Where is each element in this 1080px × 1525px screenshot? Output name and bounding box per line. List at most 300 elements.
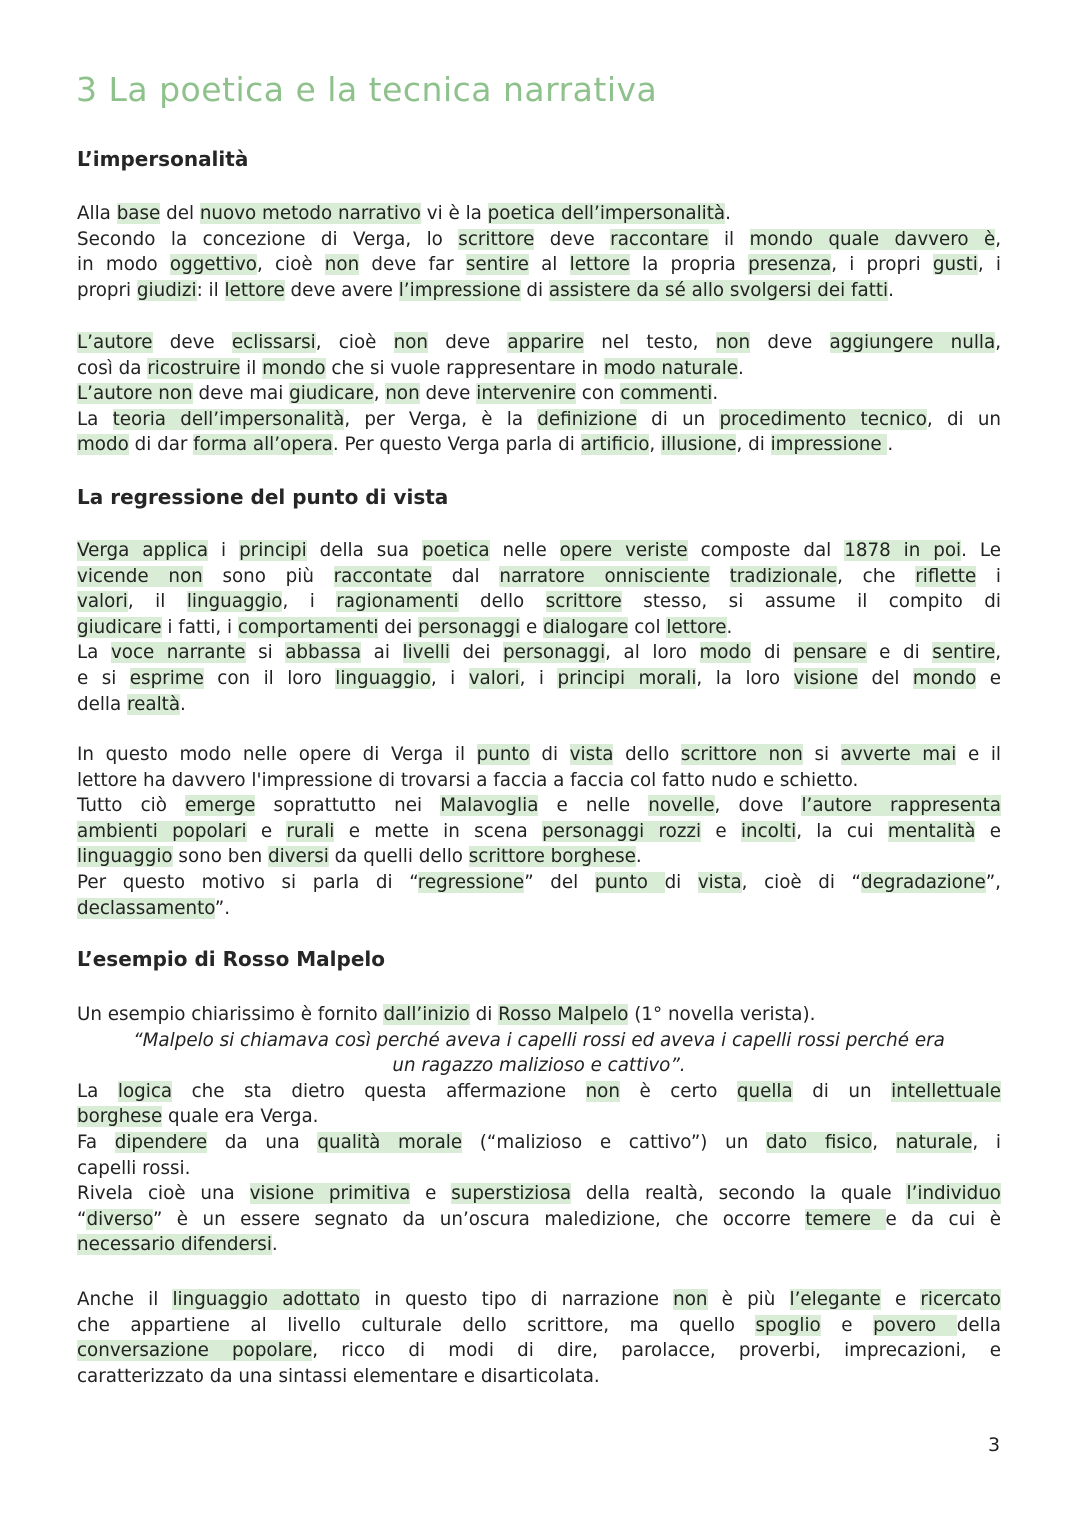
highlighted-text: scrittore bbox=[545, 591, 622, 613]
text-line bbox=[77, 1181, 1001, 1207]
highlighted-text: non bbox=[585, 1080, 620, 1102]
text: “Malpelo si chiamava così perché aveva i capelli rossi ed aveva i capelli rossi perché era bbox=[133, 1029, 945, 1051]
text: nelle bbox=[489, 540, 560, 561]
highlighted-text: scrittore bbox=[458, 228, 535, 250]
text: . bbox=[738, 357, 744, 379]
highlighted-text: diversi bbox=[267, 846, 329, 868]
text: così da bbox=[77, 357, 148, 379]
highlighted-text: giudicare bbox=[77, 616, 162, 638]
highlighted-text: apparire bbox=[507, 332, 584, 353]
highlighted-text: teoria dell’impersonalità bbox=[112, 408, 345, 430]
text: , bbox=[995, 332, 1002, 353]
text: , ricco di modi di dire, parolacce, proverbi, imprecazioni, e bbox=[312, 1340, 1001, 1362]
highlighted-text: l’impressione bbox=[398, 279, 521, 301]
highlighted-text: realtà bbox=[127, 693, 181, 715]
text-line bbox=[77, 844, 1001, 870]
text: La bbox=[77, 1080, 118, 1102]
highlighted-text: dall’inizio bbox=[383, 1004, 470, 1025]
text-line bbox=[77, 252, 1001, 278]
text: si bbox=[802, 744, 841, 765]
highlighted-text: sentire bbox=[932, 642, 996, 664]
highlighted-text: Malavoglia bbox=[440, 795, 539, 817]
highlighted-text: procedimento tecnico bbox=[719, 408, 927, 430]
text: , i bbox=[972, 1131, 1001, 1153]
highlighted-text: superstiziosa bbox=[451, 1183, 572, 1205]
highlighted-text: linguaggio bbox=[77, 846, 173, 868]
text-line bbox=[77, 615, 1001, 641]
text: Rivela cioè una bbox=[77, 1183, 250, 1205]
text: ” del bbox=[524, 871, 595, 893]
text: e bbox=[880, 1289, 921, 1310]
text: di dar bbox=[128, 434, 194, 456]
text-line bbox=[77, 1313, 1001, 1339]
text-line bbox=[77, 1104, 1001, 1130]
highlighted-text: personaggi bbox=[418, 616, 521, 638]
text-line bbox=[77, 1287, 1001, 1313]
highlighted-text: voce narrante bbox=[110, 642, 246, 664]
text: il bbox=[708, 228, 750, 250]
highlighted-text: scrittore borghese bbox=[468, 846, 636, 868]
text-line bbox=[77, 666, 1001, 692]
highlighted-text: pensare bbox=[793, 642, 867, 664]
section-heading-regressione: La regressione del punto di vista bbox=[77, 485, 449, 509]
highlighted-text: Rosso Malpelo bbox=[498, 1004, 629, 1025]
text: un ragazzo malizioso e cattivo”. bbox=[392, 1055, 686, 1077]
text: dei bbox=[378, 616, 419, 638]
highlighted-text: dialogare bbox=[543, 616, 629, 638]
text: deve bbox=[419, 383, 477, 405]
text: di un bbox=[792, 1080, 892, 1102]
paragraph bbox=[77, 538, 1001, 717]
text: , cioè bbox=[315, 332, 394, 353]
text: e bbox=[975, 820, 1002, 842]
highlighted-text: non bbox=[393, 332, 428, 353]
highlighted-text: giudicare bbox=[289, 383, 374, 405]
text: Anche il bbox=[77, 1289, 173, 1310]
highlighted-text: linguaggio adottato bbox=[172, 1289, 361, 1310]
text: con bbox=[575, 383, 621, 405]
paragraph bbox=[77, 330, 1001, 458]
highlighted-text: diverso bbox=[86, 1208, 153, 1230]
text: . bbox=[887, 434, 894, 456]
text: , cioè bbox=[256, 254, 325, 276]
highlighted-text: oggettivo bbox=[169, 254, 257, 276]
highlighted-text: gusti bbox=[932, 254, 978, 276]
highlighted-text: necessario difendersi bbox=[77, 1234, 272, 1256]
highlighted-text: aggiungere nulla bbox=[829, 332, 996, 353]
text-line bbox=[77, 896, 1001, 922]
text: capelli rossi. bbox=[77, 1157, 191, 1179]
text: ai bbox=[361, 642, 403, 664]
highlighted-text: base bbox=[116, 203, 161, 224]
text: , bbox=[373, 383, 386, 405]
text: è più bbox=[707, 1289, 790, 1310]
text: e il bbox=[956, 744, 1001, 765]
text: Fa bbox=[77, 1131, 115, 1153]
text: i bbox=[976, 565, 1002, 587]
text: caratterizzato da una sintassi elementare e disarticolata. bbox=[77, 1365, 600, 1387]
highlighted-text: lettore bbox=[569, 254, 630, 276]
text: e di bbox=[866, 642, 933, 664]
text: , la loro bbox=[696, 667, 794, 689]
text-line bbox=[77, 1156, 1001, 1182]
highlighted-text: ricostruire bbox=[147, 357, 241, 379]
highlighted-text: personaggi bbox=[503, 642, 606, 664]
text: , i bbox=[519, 667, 558, 689]
paragraph bbox=[77, 201, 1001, 303]
text-line bbox=[77, 819, 1001, 845]
highlighted-text: punto bbox=[594, 871, 665, 893]
text: , i bbox=[430, 667, 469, 689]
page-title: 3 La poetica e la tecnica narrativa bbox=[76, 70, 658, 109]
highlighted-text: commenti bbox=[620, 383, 713, 405]
highlighted-text: modo bbox=[77, 434, 129, 456]
highlighted-text: mondo bbox=[262, 357, 326, 379]
text: , il bbox=[127, 591, 187, 613]
highlighted-text: presenza bbox=[748, 254, 832, 276]
text: della bbox=[77, 693, 128, 715]
text: . bbox=[888, 279, 894, 301]
highlighted-text: impressione bbox=[770, 434, 888, 456]
highlighted-text: degradazione bbox=[861, 871, 986, 893]
highlighted-text: avverte mai bbox=[840, 744, 957, 765]
text: sono ben bbox=[172, 846, 268, 868]
text: deve far bbox=[359, 254, 466, 276]
highlighted-text: novelle bbox=[648, 795, 715, 817]
text: della bbox=[956, 1314, 1001, 1336]
highlighted-text: linguaggio bbox=[186, 591, 283, 613]
text: La bbox=[77, 642, 111, 664]
highlighted-text: forma all’opera bbox=[193, 434, 333, 456]
text-line bbox=[77, 640, 1001, 666]
text-line bbox=[77, 278, 1001, 304]
text: , cioè di “ bbox=[741, 871, 862, 893]
highlighted-text: eclissarsi bbox=[231, 332, 316, 353]
highlighted-text: vicende non bbox=[77, 565, 203, 587]
highlighted-text: l’individuo bbox=[906, 1183, 1001, 1205]
text: che si vuole rappresentare in bbox=[325, 357, 604, 379]
highlighted-text: vista bbox=[569, 744, 614, 765]
highlighted-text: riflette bbox=[915, 565, 977, 587]
highlighted-text: personaggi rozzi bbox=[542, 820, 702, 842]
text: in modo bbox=[77, 254, 170, 276]
text: i fatti, i bbox=[161, 616, 238, 638]
paragraph bbox=[77, 1287, 1001, 1389]
text: in questo tipo di narrazione bbox=[360, 1289, 674, 1310]
highlighted-text: illusione bbox=[661, 434, 737, 456]
text: . bbox=[726, 616, 733, 638]
text: che appartiene al livello culturale dello scrittore, ma quello bbox=[77, 1314, 756, 1336]
text: dal bbox=[432, 565, 500, 587]
text: lettore ha davvero l'impressione di trovarsi a faccia a faccia col fatto nudo e schietto. bbox=[77, 769, 859, 791]
quote-line bbox=[77, 1028, 1001, 1054]
text: sono più bbox=[202, 565, 334, 587]
paragraph bbox=[77, 1002, 1001, 1258]
highlighted-text: modo bbox=[699, 642, 752, 664]
text-line bbox=[77, 432, 1001, 458]
highlighted-text: poetica bbox=[422, 540, 490, 561]
highlighted-text: dipendere bbox=[114, 1131, 208, 1153]
text-line bbox=[77, 1079, 1001, 1105]
highlighted-text: ragionamenti bbox=[336, 591, 459, 613]
text: della sua bbox=[306, 540, 423, 561]
section-heading-rosso-malpelo: L’esempio di Rosso Malpelo bbox=[77, 947, 386, 971]
text: della realtà, secondo la quale bbox=[571, 1183, 907, 1205]
text: propri bbox=[77, 279, 137, 301]
text: è certo bbox=[619, 1080, 737, 1102]
text: di bbox=[529, 744, 570, 765]
text: da quelli dello bbox=[328, 846, 469, 868]
highlighted-text: tradizionale bbox=[729, 565, 838, 587]
highlighted-text: emerge bbox=[185, 795, 256, 817]
text: , di bbox=[736, 434, 771, 456]
text: (“malizioso e cattivo”) un bbox=[462, 1131, 767, 1153]
text: di bbox=[469, 1004, 499, 1025]
text-line bbox=[77, 1232, 1001, 1258]
highlighted-text: non bbox=[324, 254, 360, 276]
highlighted-text: ricercato bbox=[920, 1289, 1001, 1310]
highlighted-text: incolti bbox=[740, 820, 797, 842]
text: si bbox=[245, 642, 286, 664]
highlighted-text: dato fisico bbox=[766, 1131, 873, 1153]
text: deve bbox=[534, 228, 611, 250]
text-line bbox=[77, 564, 1001, 590]
text: ”. bbox=[214, 897, 231, 919]
text: dello bbox=[613, 744, 681, 765]
highlighted-text: visione bbox=[793, 667, 859, 689]
highlighted-text: livelli bbox=[402, 642, 450, 664]
text: “ bbox=[77, 1208, 87, 1230]
text: i bbox=[208, 540, 240, 561]
text: soprattutto nei bbox=[255, 795, 441, 817]
text: e bbox=[701, 820, 741, 842]
text-line bbox=[77, 538, 1001, 564]
highlighted-text: lettore bbox=[224, 279, 285, 301]
text: col bbox=[628, 616, 667, 638]
highlighted-text: artificio bbox=[580, 434, 650, 456]
text: deve mai bbox=[192, 383, 290, 405]
highlighted-text: temere bbox=[805, 1208, 886, 1230]
text: (1° novella verista). bbox=[628, 1004, 816, 1025]
highlighted-text: mondo quale davvero è bbox=[749, 228, 996, 250]
highlighted-text: declassamento bbox=[77, 897, 215, 919]
text: e bbox=[246, 820, 287, 842]
text-line bbox=[77, 1364, 1001, 1390]
text: nel testo, bbox=[583, 332, 716, 353]
text: deve avere bbox=[284, 279, 399, 301]
section-heading-impersonalita: L’impersonalità bbox=[77, 147, 249, 171]
paragraph bbox=[77, 742, 1001, 921]
highlighted-text: opere veriste bbox=[559, 540, 688, 561]
text-line bbox=[77, 330, 1001, 356]
text-line bbox=[77, 201, 1001, 227]
text: , dove bbox=[714, 795, 802, 817]
highlighted-text: assistere da sé allo svolgersi dei fatti bbox=[548, 279, 889, 301]
text: . bbox=[635, 846, 642, 868]
text: . Per questo Verga parla di bbox=[332, 434, 581, 456]
text: stesso, si assume il compito di bbox=[621, 591, 1001, 613]
highlighted-text: sentire bbox=[465, 254, 529, 276]
highlighted-text: conversazione popolare bbox=[77, 1340, 313, 1362]
text-line bbox=[77, 768, 1001, 794]
highlighted-text: regressione bbox=[417, 871, 525, 893]
text: di un bbox=[636, 408, 720, 430]
highlighted-text: non bbox=[673, 1289, 708, 1310]
highlighted-text: L’autore bbox=[77, 332, 153, 353]
text: , bbox=[995, 228, 1002, 250]
highlighted-text: Verga applica bbox=[77, 540, 209, 561]
text: . bbox=[271, 1234, 278, 1256]
text: ” è un essere segnato da un’oscura maledizione, che occorre bbox=[152, 1208, 806, 1230]
highlighted-text: modo naturale bbox=[603, 357, 739, 379]
highlighted-text: giudizi bbox=[136, 279, 197, 301]
text: Alla bbox=[77, 203, 117, 224]
text-line bbox=[77, 1002, 1001, 1028]
highlighted-text: quella bbox=[736, 1080, 793, 1102]
text: La bbox=[77, 408, 113, 430]
text: con il loro bbox=[203, 667, 336, 689]
highlighted-text: vista bbox=[697, 871, 742, 893]
highlighted-text: comportamenti bbox=[237, 616, 379, 638]
highlighted-text: intellettuale bbox=[891, 1080, 1002, 1102]
text: quale era Verga. bbox=[162, 1106, 319, 1128]
text: e bbox=[976, 667, 1002, 689]
text: del bbox=[858, 667, 913, 689]
text: deve bbox=[750, 332, 830, 353]
text: , i bbox=[977, 254, 1001, 276]
text: , la cui bbox=[796, 820, 888, 842]
text: e bbox=[520, 616, 544, 638]
highlighted-text: punto bbox=[476, 744, 530, 765]
text: , i bbox=[282, 591, 337, 613]
text: , che bbox=[837, 565, 916, 587]
text: di bbox=[664, 871, 698, 893]
highlighted-text: nuovo metodo narrativo bbox=[199, 203, 421, 224]
text: , bbox=[995, 642, 1001, 664]
highlighted-text: narratore onnisciente bbox=[499, 565, 710, 587]
text: dei bbox=[449, 642, 504, 664]
text: . bbox=[180, 693, 186, 715]
text: vi è la bbox=[420, 203, 488, 224]
text-line bbox=[77, 692, 1001, 718]
highlighted-text: naturale bbox=[895, 1131, 973, 1153]
text: e da cui è bbox=[885, 1208, 1001, 1230]
text-line bbox=[77, 407, 1001, 433]
highlighted-text: mondo bbox=[912, 667, 977, 689]
text: , al loro bbox=[605, 642, 700, 664]
text: : il bbox=[196, 279, 225, 301]
text-line bbox=[77, 589, 1001, 615]
highlighted-text: non bbox=[715, 332, 751, 353]
text-line bbox=[77, 381, 1001, 407]
text-line bbox=[77, 356, 1001, 382]
text-line bbox=[77, 227, 1001, 253]
highlighted-text: rurali bbox=[286, 820, 335, 842]
highlighted-text: visione primitiva bbox=[249, 1183, 411, 1205]
highlighted-text: definizione bbox=[537, 408, 637, 430]
text: Secondo la concezione di Verga, lo bbox=[77, 228, 459, 250]
quote-line bbox=[77, 1053, 1001, 1079]
highlighted-text: lettore bbox=[666, 616, 727, 638]
highlighted-text: linguaggio bbox=[335, 667, 431, 689]
highlighted-text: valori bbox=[77, 591, 128, 613]
highlighted-text: non bbox=[385, 383, 420, 405]
text: del bbox=[160, 203, 200, 224]
text: deve bbox=[427, 332, 508, 353]
text: . bbox=[712, 383, 719, 405]
highlighted-text: l’autore rappresenta bbox=[801, 795, 1001, 817]
highlighted-text: l’elegante bbox=[789, 1289, 881, 1310]
text: , per Verga, è la bbox=[344, 408, 538, 430]
text bbox=[710, 566, 730, 587]
text: e bbox=[820, 1314, 874, 1336]
highlighted-text: ambienti popolari bbox=[77, 820, 247, 842]
highlighted-text: 1878 in poi bbox=[844, 540, 962, 561]
text-line bbox=[77, 742, 1001, 768]
text: di bbox=[751, 642, 794, 664]
text: dello bbox=[458, 591, 546, 613]
highlighted-text: principi bbox=[239, 540, 307, 561]
text: Tutto ciò bbox=[77, 795, 186, 817]
highlighted-text: esprime bbox=[129, 667, 204, 689]
text-line bbox=[77, 1130, 1001, 1156]
text: Un esempio chiarissimo è fornito bbox=[77, 1004, 384, 1025]
text: Per questo motivo si parla di “ bbox=[77, 871, 418, 893]
text: la propria bbox=[629, 254, 749, 276]
highlighted-text: raccontare bbox=[610, 228, 709, 250]
highlighted-text: abbassa bbox=[285, 642, 362, 664]
text: , i propri bbox=[831, 254, 933, 276]
text: e mette in scena bbox=[334, 820, 543, 842]
text: . bbox=[725, 203, 731, 224]
text: di bbox=[520, 279, 549, 301]
highlighted-text: L’autore non bbox=[77, 383, 193, 405]
highlighted-text: raccontate bbox=[333, 565, 433, 587]
highlighted-text: logica bbox=[117, 1080, 173, 1102]
text: al bbox=[528, 254, 570, 276]
text-line bbox=[77, 870, 1001, 896]
text: e nelle bbox=[538, 795, 649, 817]
text: . Le bbox=[961, 540, 1002, 561]
text-line bbox=[77, 1338, 1001, 1364]
highlighted-text: borghese bbox=[77, 1106, 163, 1128]
highlighted-text: scrittore non bbox=[680, 744, 803, 765]
text: , bbox=[872, 1131, 896, 1153]
highlighted-text: spoglio bbox=[755, 1314, 821, 1336]
page-number: 3 bbox=[988, 1434, 1001, 1456]
text-line bbox=[77, 793, 1001, 819]
highlighted-text: qualità morale bbox=[317, 1131, 463, 1153]
text: ”, bbox=[985, 871, 1001, 893]
highlighted-text: povero bbox=[873, 1314, 957, 1336]
highlighted-text: principi morali bbox=[557, 667, 697, 689]
highlighted-text: mentalità bbox=[887, 820, 976, 842]
highlighted-text: poetica dell’impersonalità bbox=[487, 203, 726, 224]
text: , bbox=[649, 434, 662, 456]
text: e bbox=[410, 1183, 452, 1205]
text-line bbox=[77, 1207, 1001, 1233]
text: deve bbox=[152, 332, 232, 353]
text: e si bbox=[77, 667, 130, 689]
text: che sta dietro questa affermazione bbox=[172, 1080, 586, 1102]
highlighted-text: intervenire bbox=[476, 383, 576, 405]
text: , di un bbox=[926, 408, 1002, 430]
text: In questo modo nelle opere di Verga il bbox=[77, 744, 477, 765]
text: composte dal bbox=[687, 540, 845, 561]
text: il bbox=[240, 357, 263, 379]
text: da una bbox=[207, 1131, 318, 1153]
highlighted-text: valori bbox=[468, 667, 520, 689]
